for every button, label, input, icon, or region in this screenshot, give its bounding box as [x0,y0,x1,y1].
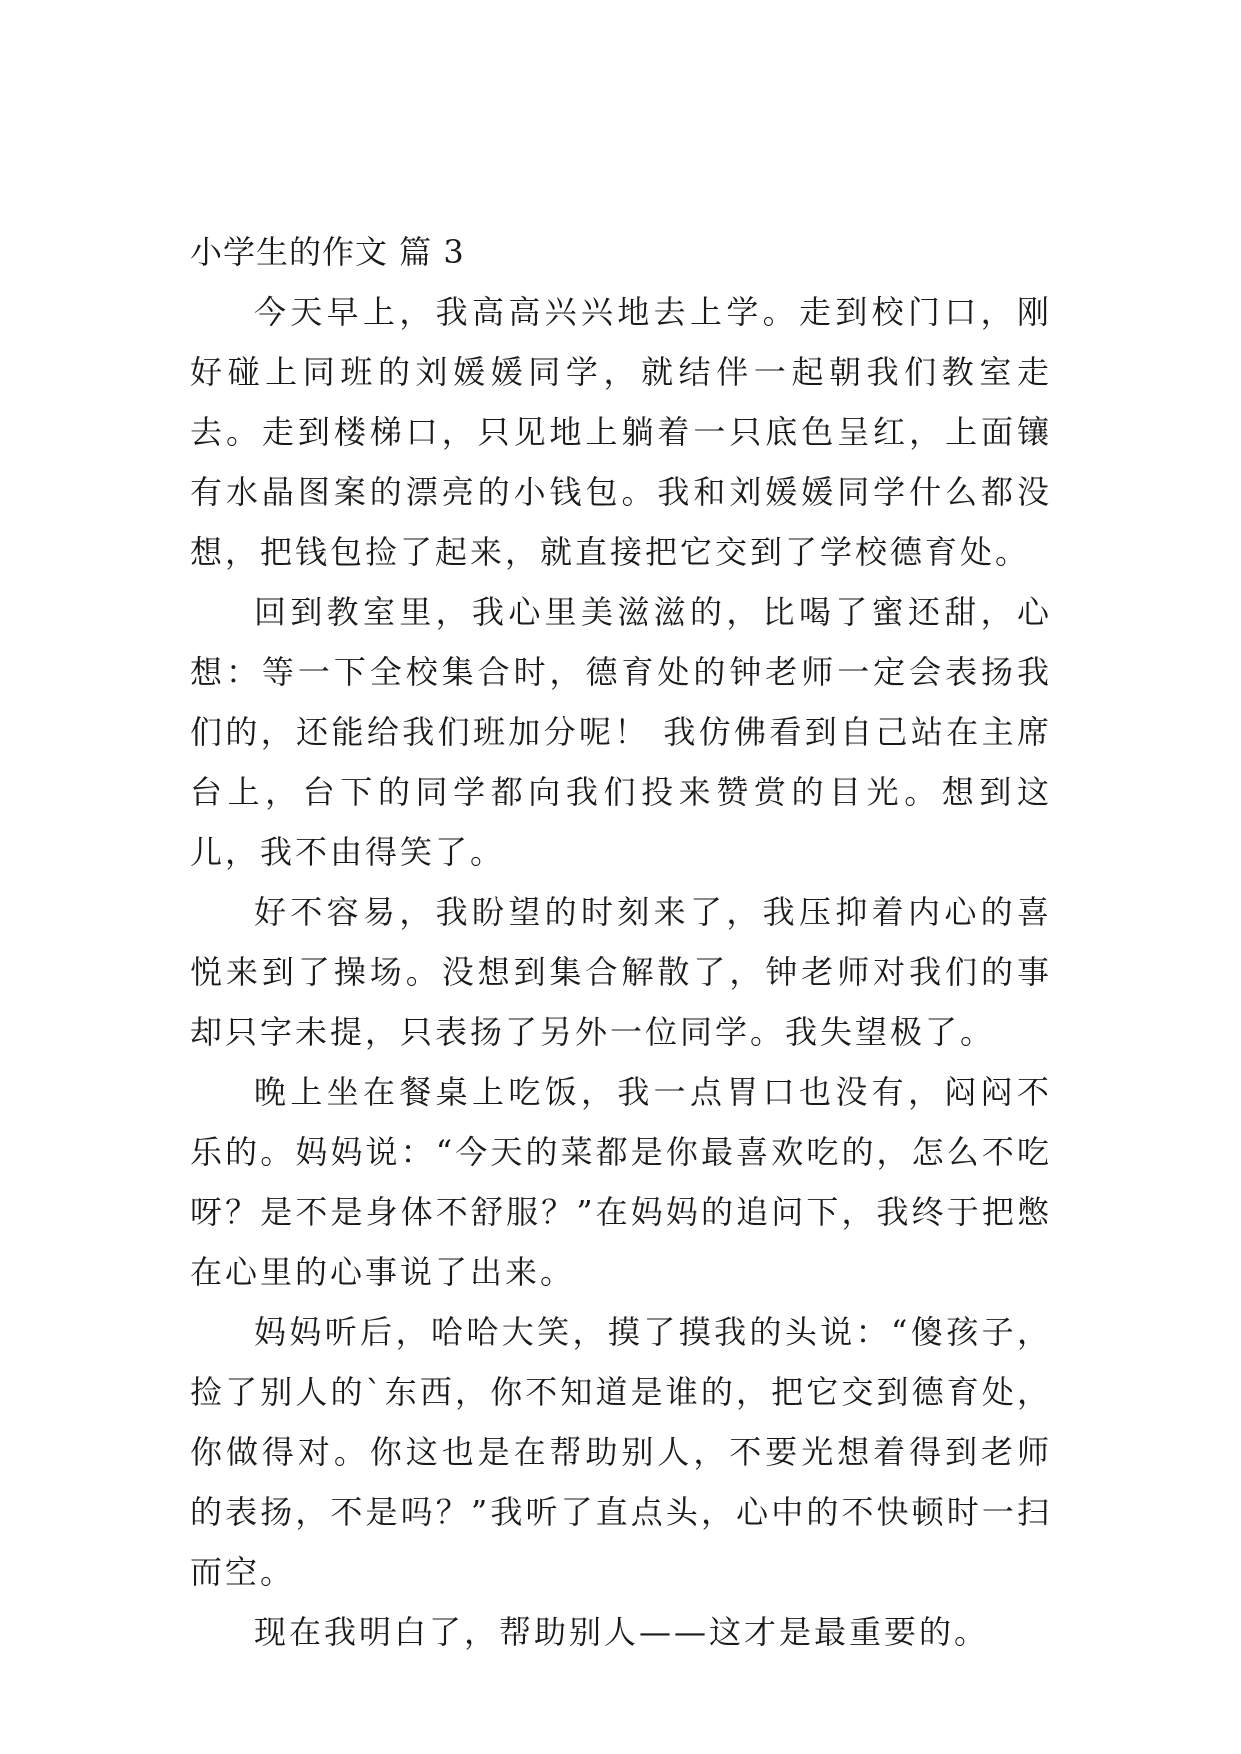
paragraph-4: 晚上坐在餐桌上吃饭，我一点胃口也没有，闷闷不乐的。妈妈说：“今天的菜都是你最喜欢吃的，怎么不吃呀？是不是身体不舒服？”在妈妈的追问下，我终于把憋在心里的心事说了出来。 [190,1073,1052,1291]
paragraph-5: 妈妈听后，哈哈大笑，摸了摸我的头说：“傻孩子，捡了别人的`东西，你不知道是谁的，把它交到德育处，你做得对。你这也是在帮助别人，不要光想着得到老师的表扬，不是吗？”我听了直点头，心中的不快顿时一扫而空。 [190,1313,1052,1591]
paragraph-3: 好不容易，我盼望的时刻来了，我压抑着内心的喜悦来到了操场。没想到集合解散了，钟老师对我们的事却只字未提，只表扬了另外一位同学。我失望极了。 [190,893,1052,1051]
paragraph-6: 现在我明白了，帮助别人——这才是最重要的。 [254,1613,990,1651]
paragraph-1: 今天早上，我高高兴兴地去上学。走到校门口，刚好碰上同班的刘媛媛同学，就结伴一起朝我们教室走去。走到楼梯口，只见地上躺着一只底色呈红，上面镶有水晶图案的漂亮的小钱包。我和刘媛媛同学什么都没想，把钱包捡了起来，就直接把它交到了学校德育处。 [190,293,1052,571]
document-body [190,222,1052,1662]
document-title: 小学生的作文 篇 3 [190,233,465,271]
paragraph-2: 回到教室里，我心里美滋滋的，比喝了蜜还甜，心想：等一下全校集合时，德育处的钟老师一定会表扬我们的，还能给我们班加分呢！ 我仿佛看到自己站在主席台上，台下的同学都向我们投来赞赏的目光。想到这儿，我不由得笑了。 [190,593,1052,871]
